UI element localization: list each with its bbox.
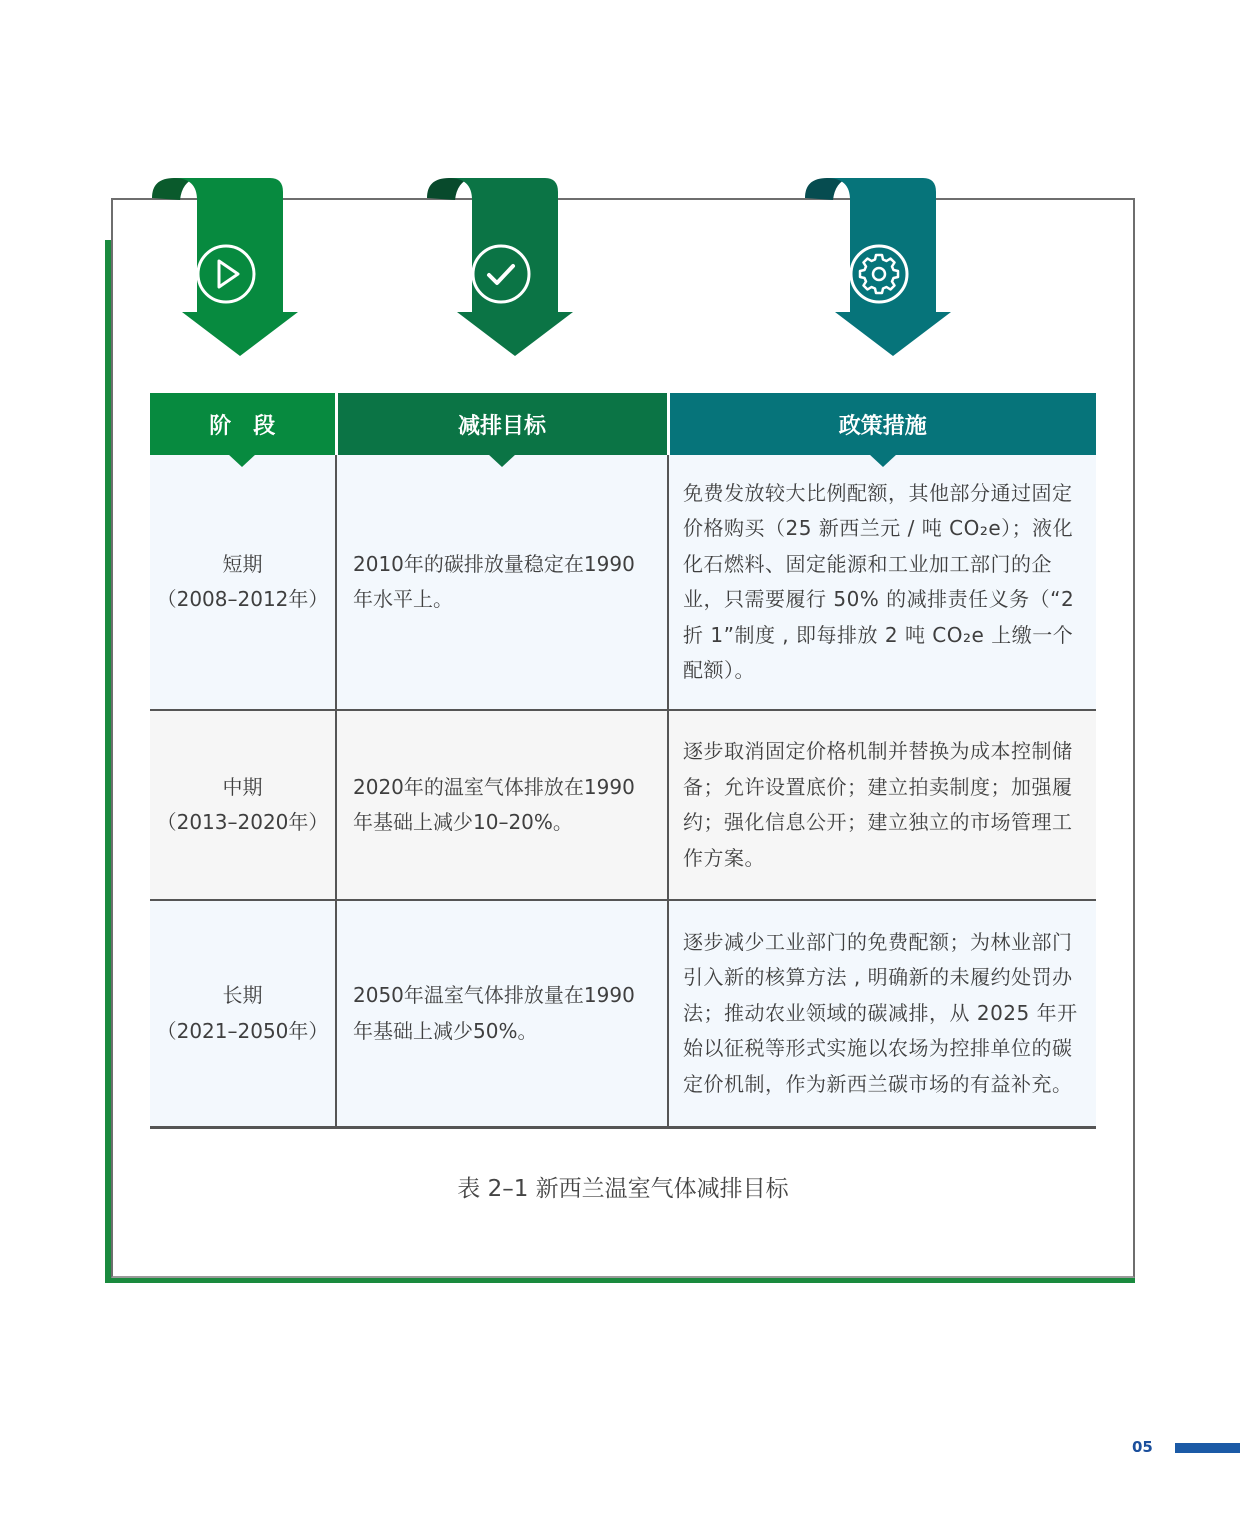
goal-text: 年水平上。	[353, 587, 453, 611]
policy-line: 折 1”制度 , 即每排放 2 吨 CO₂e 上缴一个	[683, 622, 1074, 647]
ribbon-goal	[427, 178, 575, 358]
play-icon	[195, 243, 257, 305]
header-goal	[336, 393, 668, 455]
ribbon-policy	[805, 178, 953, 358]
stage-cell	[150, 710, 336, 900]
policy-cell	[668, 710, 1096, 900]
stage-years: （2021–2050年）	[156, 1018, 329, 1043]
policy-line: 法；推动农业领域的碳减排，从 2025 年开	[683, 1000, 1078, 1025]
policy-line: 始以征税等形式实施以农场为控排单位的碳	[683, 1036, 1073, 1061]
goal-text: 年基础上减少50%。	[353, 1018, 538, 1043]
policy-cell	[668, 900, 1096, 1128]
stage-name: 短期	[222, 551, 263, 576]
stage-cell	[150, 900, 336, 1128]
table-row-short-term	[150, 455, 1096, 710]
stage-name: 长期	[222, 983, 263, 1007]
stage-years: （2008–2012年）	[156, 587, 329, 611]
table-row-mid-term	[150, 710, 1096, 900]
header-notch	[488, 454, 516, 467]
ribbon-stage	[152, 178, 300, 358]
goal-text: 2020年的温室气体排放在1990	[353, 774, 635, 799]
goal-cell	[336, 710, 668, 900]
policy-line: 化石燃料、固定能源和工业加工部门的企	[683, 551, 1052, 576]
stage-name: 中期	[222, 774, 263, 799]
check-icon	[470, 243, 532, 305]
header-notch	[869, 454, 897, 467]
policy-line: 配额）。	[683, 658, 755, 682]
policy-line: 业，只需要履行 50% 的减排责任义务（“2	[683, 587, 1075, 611]
policy-line: 备；允许设置底价；建立拍卖制度；加强履	[683, 774, 1073, 799]
gear-icon	[848, 243, 910, 305]
policy-line: 约；强化信息公开；建立独立的市场管理工	[683, 810, 1073, 834]
goal-text: 2050年温室气体排放量在1990	[353, 983, 635, 1007]
policy-line: 引入新的核算方法 , 明确新的未履约处罚办	[683, 965, 1073, 990]
header-policy-label: 政策措施	[838, 413, 927, 439]
policy-line: 免费发放较大比例配额，其他部分通过固定	[683, 480, 1073, 505]
reduction-target-table	[150, 393, 1096, 1129]
goal-cell	[336, 900, 668, 1128]
stage-cell	[150, 455, 336, 710]
policy-line: 作方案。	[683, 845, 765, 870]
page-number: 05	[1132, 1438, 1153, 1456]
header-stage	[150, 393, 336, 455]
header-goal-label: 减排目标	[457, 413, 546, 439]
policy-cell	[668, 455, 1096, 710]
stage-years: （2013–2020年）	[156, 810, 329, 834]
policy-line: 逐步减少工业部门的免费配额；为林业部门	[683, 929, 1073, 954]
table-row-long-term	[150, 900, 1096, 1128]
header-stage-label: 阶 段	[209, 413, 276, 439]
policy-line: 逐步取消固定价格机制并替换为成本控制储	[683, 739, 1073, 763]
goal-cell	[336, 455, 668, 710]
table-caption: 表 2–1 新西兰温室气体减排目标	[457, 1176, 789, 1202]
policy-line: 价格购买（25 新西兰元 / 吨 CO₂e）；液化	[683, 516, 1074, 540]
page-number-bar	[1175, 1443, 1240, 1453]
header-notch	[228, 454, 256, 467]
goal-text: 年基础上减少10–20%。	[353, 810, 573, 834]
header-policy	[668, 393, 1096, 455]
goal-text: 2010年的碳排放量稳定在1990	[353, 551, 635, 576]
policy-line: 定价机制，作为新西兰碳市场的有益补充。	[683, 1071, 1073, 1096]
